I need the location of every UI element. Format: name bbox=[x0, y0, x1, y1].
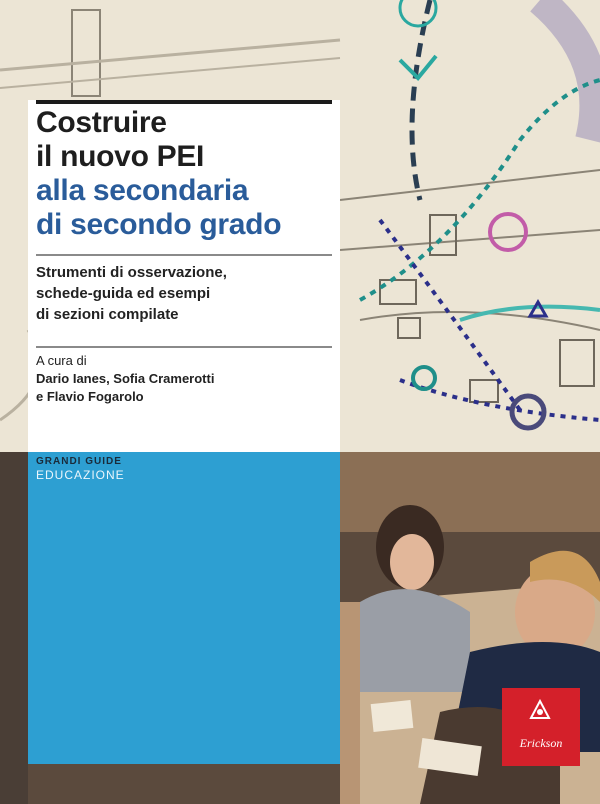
series-label bbox=[36, 456, 125, 483]
publisher-mark-icon bbox=[528, 698, 552, 722]
title-panel bbox=[28, 100, 340, 452]
title-line-3: alla secondaria bbox=[36, 174, 249, 207]
subtitle-line-2: schede-guida ed esempi bbox=[36, 285, 211, 302]
book-subtitle bbox=[36, 262, 332, 325]
divider-rule-lower bbox=[36, 346, 332, 348]
top-rule bbox=[36, 100, 332, 104]
editors-label: A cura di bbox=[36, 353, 87, 368]
divider-rule bbox=[36, 254, 332, 256]
editors-names-line-2: e Flavio Fogarolo bbox=[36, 389, 144, 404]
subtitle-line-1: Strumenti di osservazione, bbox=[36, 264, 227, 281]
editors-block bbox=[36, 352, 332, 406]
title-line-1: Costruire bbox=[36, 106, 167, 139]
series-name: GRANDI GUIDE bbox=[36, 456, 122, 467]
editors-names-line-1: Dario Ianes, Sofia Cramerotti bbox=[36, 371, 215, 386]
publisher-name: Erickson bbox=[519, 736, 563, 750]
series-category: EDUCAZIONE bbox=[36, 468, 125, 482]
title-line-2: il nuovo PEI bbox=[36, 140, 205, 173]
book-title bbox=[36, 106, 332, 242]
subtitle-line-3: di sezioni compilate bbox=[36, 306, 179, 323]
title-line-4: di secondo grado bbox=[36, 208, 282, 241]
series-band bbox=[28, 452, 340, 764]
publisher-logo bbox=[502, 688, 580, 766]
